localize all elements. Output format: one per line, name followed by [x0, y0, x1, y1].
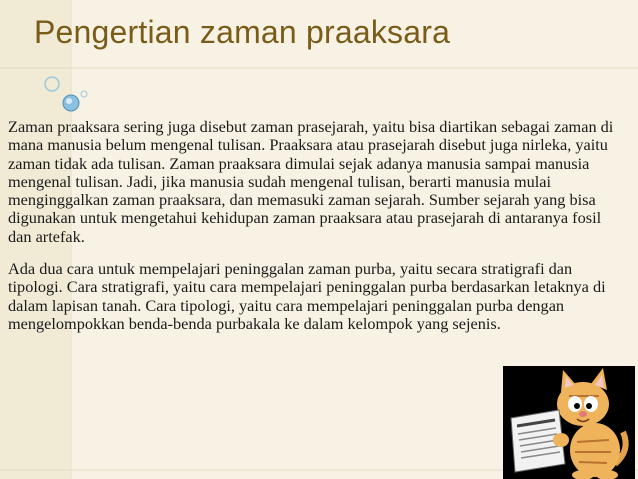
- paragraph-methods: Ada dua cara untuk mempelajari peninggalan zaman purba, yaitu secara stratigrafi dan tipologi. Cara stratigrafi, yaitu cara mempelajari peninggalan purba berdasarkan letaknya di dalam lapisan tanah. Cara tipologi, yaitu cara mempelajari peninggalan purba dengan mengelompokkan benda-benda purbakala ke dalam kelompok yang sejenis.: [8, 259, 606, 333]
- paragraph-definition: Zaman praaksara sering juga disebut zaman prasejarah, yaitu bisa diartikan sebagai zaman di mana manusia belum mengenal tulisan. Praaksara atau prasejarah disebut juga nirleka, yaitu zaman tidak ada tulisan. Zaman praaksara dimulai sejak adanya manusia sampai manusia mengenal tulisan. Jadi, jika manusia sudah mengenal tulisan, berarti manusia mulai menginggalkan zaman praaksara, dan memasuki zaman sejarah. Sumber sejarah yang bisa digunakan untuk mengetahui kehidupan zaman praaksara atau prasejarah di antaranya fosil dan artefak.: [8, 117, 614, 246]
- body-text: [8, 118, 616, 347]
- bubble-circles-icon: [45, 77, 87, 111]
- cat-reading-newspaper-icon: [503, 366, 635, 479]
- page-title: Pengertian zaman praaksara: [34, 14, 451, 50]
